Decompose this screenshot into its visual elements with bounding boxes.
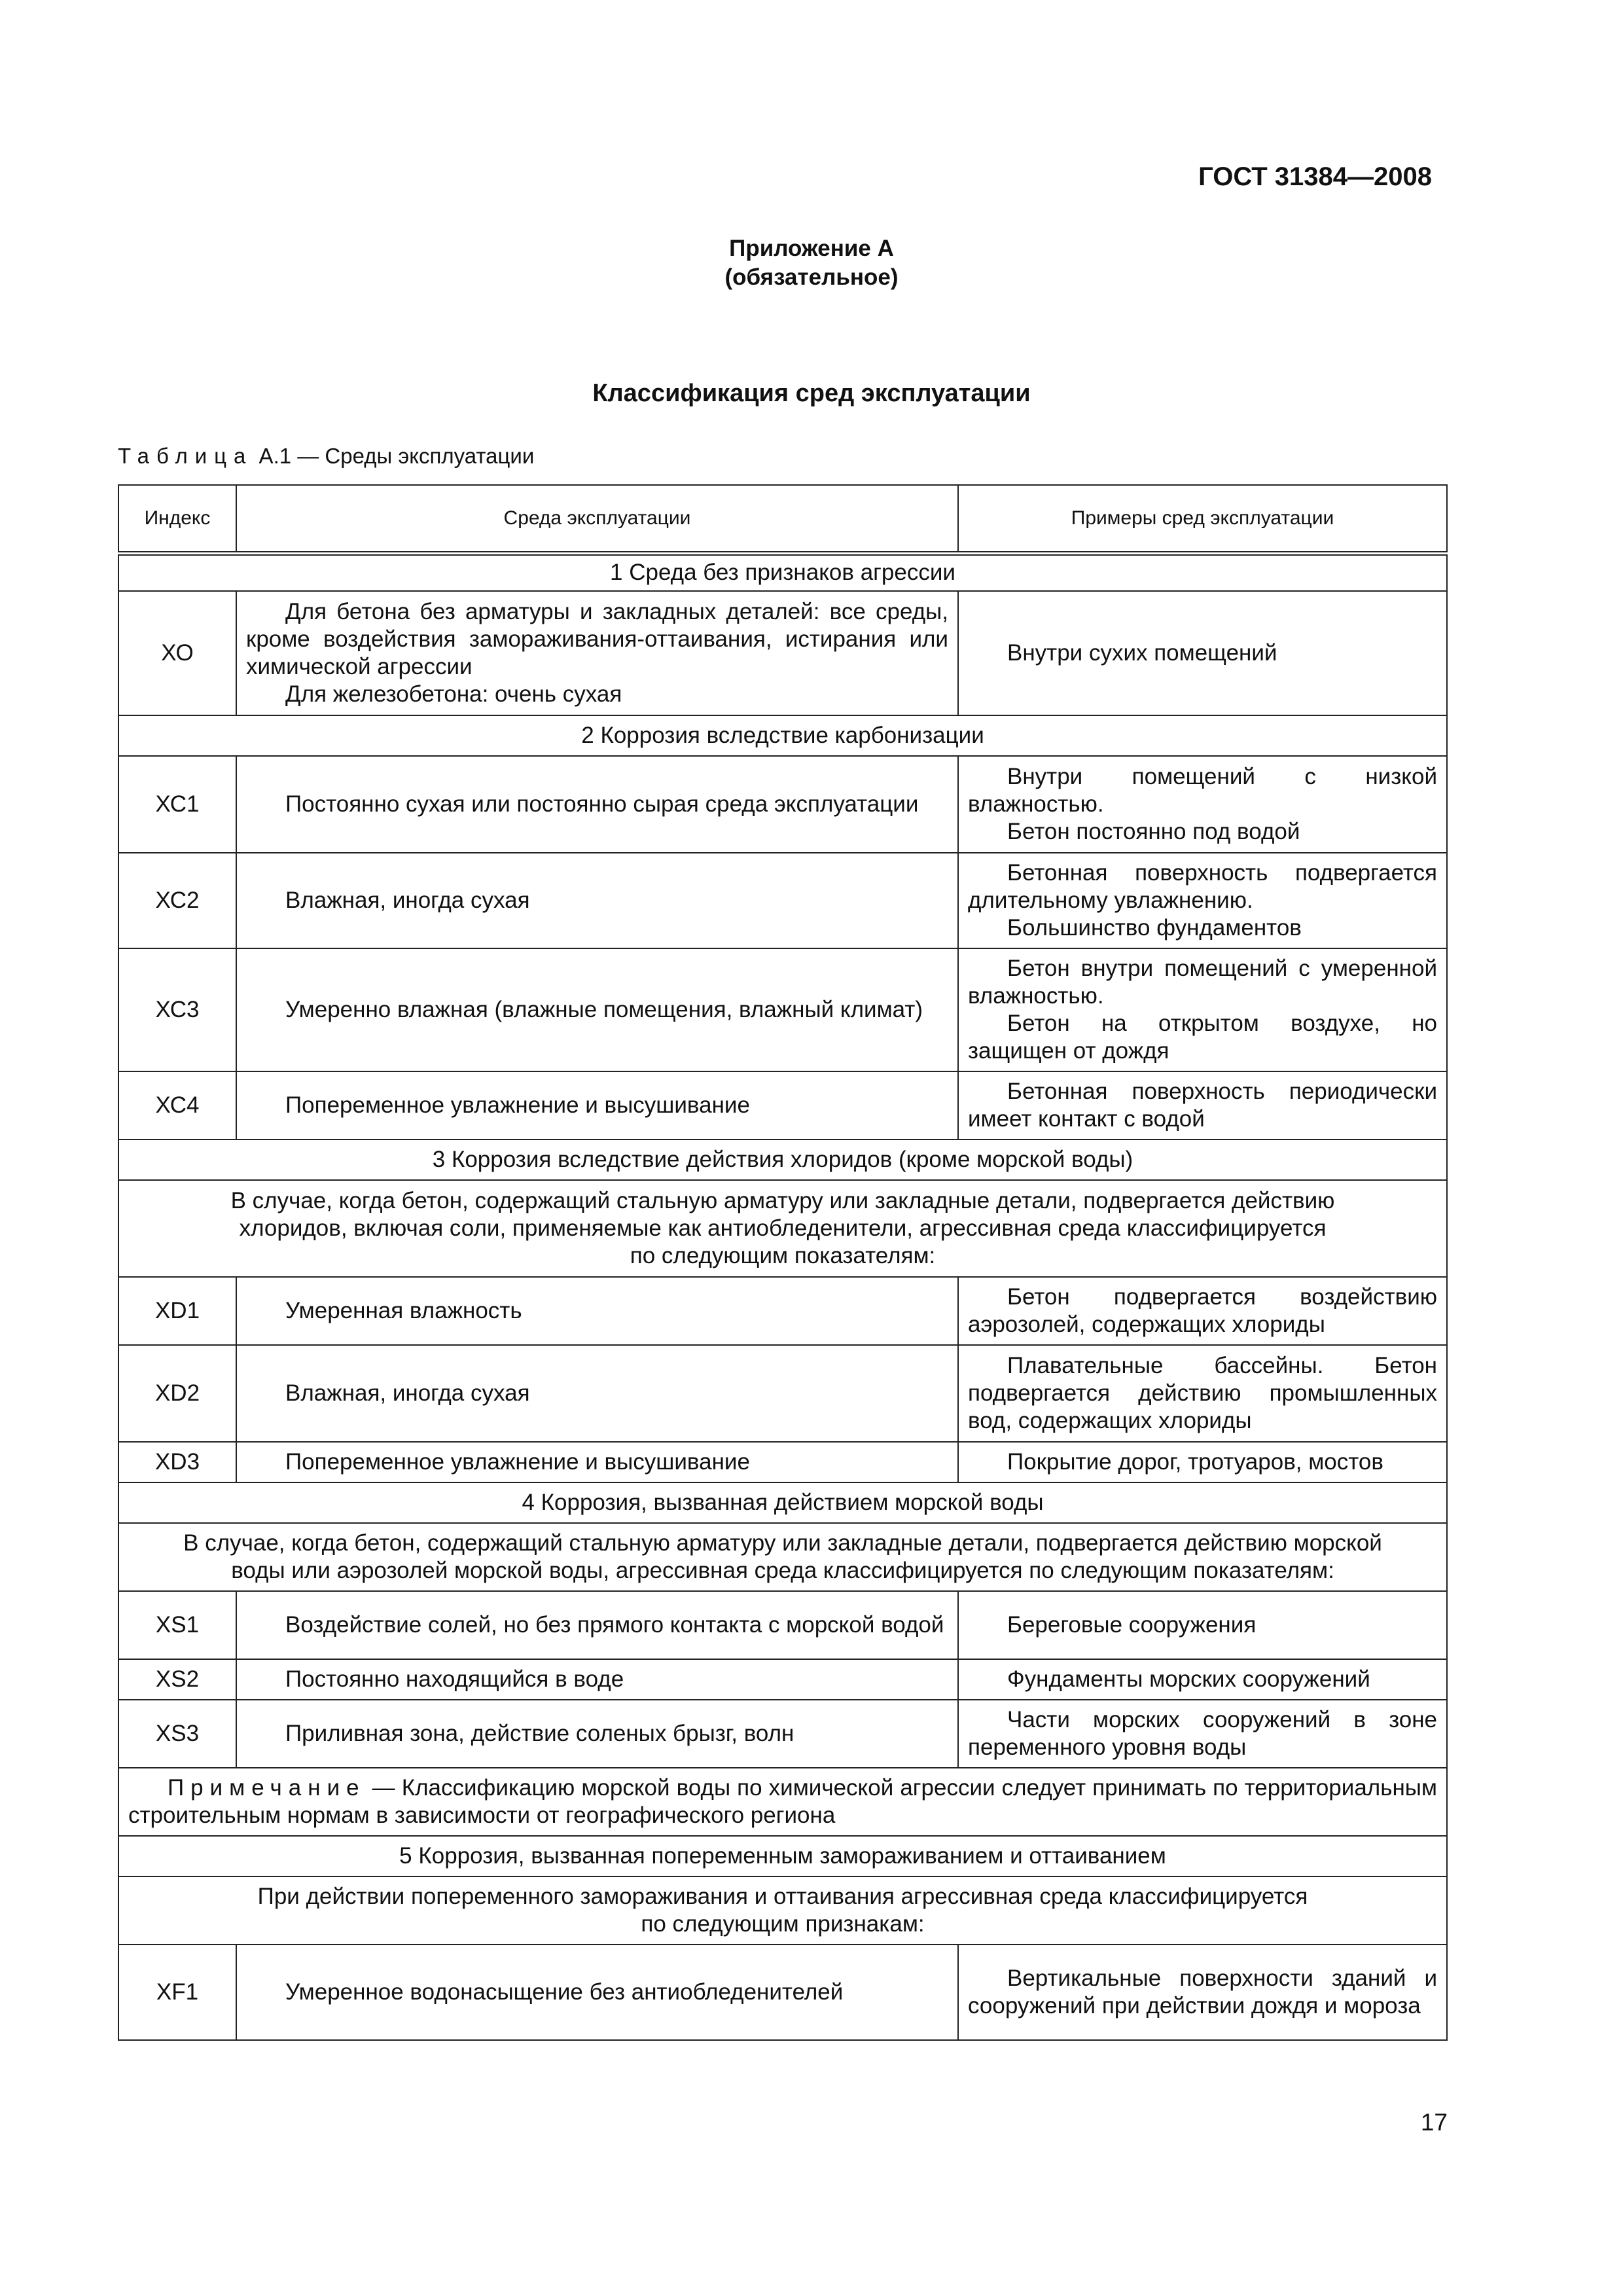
row-example-line: Бетон на открытом воздухе, но защищен от дождя (968, 1011, 1437, 1064)
row-example (958, 756, 1447, 853)
table-row (118, 1659, 1447, 1700)
group-title: 4 Коррозия, вызванная действием морской воды (118, 1482, 1447, 1523)
row-example: Части морских сооружений в зоне переменного уровня воды (958, 1700, 1447, 1768)
table-row (118, 756, 1447, 853)
row-index: ХС1 (118, 756, 236, 853)
remark (118, 1768, 1447, 1836)
table-row (118, 1700, 1447, 1768)
row-index: ХD3 (118, 1442, 236, 1482)
table-row (118, 1345, 1447, 1442)
row-environment: Приливная зона, действие соленых брызг, волн (236, 1700, 958, 1768)
row-example-line: Бетон внутри помещений с умеренной влажностью. (968, 956, 1437, 1009)
group-note-line: по следующим показателям: (630, 1243, 936, 1268)
row-environment: Постоянно сухая или постоянно сырая среда эксплуатации (236, 756, 958, 853)
group-note (118, 1180, 1447, 1277)
row-example: Плавательные бассейны. Бетон подвергается действию промышленных вод, содержащих хлориды (958, 1345, 1447, 1442)
group-title: 3 Коррозия вследствие действия хлоридов (кроме морской воды) (118, 1139, 1447, 1180)
row-index: ХС3 (118, 948, 236, 1071)
row-environment-line: Для бетона без арматуры и закладных деталей: все среды, кроме воздействия замораживания-оттаивания, истирания или химической агрессии (246, 599, 948, 679)
row-environment: Умеренно влажная (влажные помещения, влажный климат) (236, 948, 958, 1071)
document-code: ГОСТ 31384—2008 (1198, 162, 1432, 191)
table-caption (118, 444, 534, 469)
row-example: Вертикальные поверхности зданий и сооружений при действии дождя и мороза (958, 1945, 1447, 2040)
row-example: Береговые сооружения (958, 1591, 1447, 1659)
group-row (118, 715, 1447, 756)
appendix-title: Приложение А (729, 236, 894, 261)
group-note (118, 1523, 1447, 1591)
row-environment: Воздействие солей, но без прямого контакта с морской водой (236, 1591, 958, 1659)
row-index: ХО (118, 591, 236, 715)
row-example-line: Большинство фундаментов (1007, 915, 1302, 941)
group-note (118, 1876, 1447, 1945)
row-example: Внутри сухих помещений (958, 591, 1447, 715)
group-note-row (118, 1523, 1447, 1591)
group-note-line: воды или аэрозолей морской воды, агрессивная среда классифицируется по следующим показателям: (231, 1558, 1334, 1583)
row-environment: Умеренное водонасыщение без антиобледенителей (236, 1945, 958, 2040)
row-index: XS2 (118, 1659, 236, 1700)
table-header-row (118, 485, 1447, 553)
row-example (958, 948, 1447, 1071)
row-environment: Влажная, иногда сухая (236, 1345, 958, 1442)
row-example: Фундаменты морских сооружений (958, 1659, 1447, 1700)
row-environment (236, 591, 958, 715)
group-row (118, 1836, 1447, 1876)
group-note-row (118, 1180, 1447, 1277)
row-example: Бетон подвергается воздействию аэрозолей, содержащих хлориды (958, 1277, 1447, 1345)
row-example-line: Бетонная поверхность подвергается длительному увлажнению. (968, 860, 1437, 913)
row-environment: Попеременное увлажнение и высушивание (236, 1442, 958, 1482)
remark-word: Примечание (168, 1775, 366, 1801)
group-title: 1 Среда без признаков агрессии (118, 553, 1447, 591)
table-row (118, 1442, 1447, 1482)
page-number: 17 (1420, 2109, 1448, 2136)
table-row (118, 1071, 1447, 1139)
group-note-line: В случае, когда бетон, содержащий стальную арматуру или закладные детали, подвергается действию морской (183, 1530, 1382, 1556)
group-note-row (118, 1876, 1447, 1945)
header-environment: Среда эксплуатации (236, 485, 958, 553)
group-row (118, 553, 1447, 591)
row-example: Бетонная поверхность периодически имеет контакт с водой (958, 1071, 1447, 1139)
group-note-line: хлоридов, включая соли, применяемые как антиобледенители, агрессивная среда классифицируется (239, 1215, 1327, 1241)
table-row (118, 1277, 1447, 1345)
group-note-line: по следующим признакам: (641, 1911, 925, 1937)
row-example (958, 853, 1447, 948)
section-title: Классификация сред эксплуатации (592, 380, 1031, 407)
row-environment: Умеренная влажность (236, 1277, 958, 1345)
row-index: XS3 (118, 1700, 236, 1768)
table-row (118, 1591, 1447, 1659)
table-caption-word: Таблица (118, 444, 253, 468)
remark-row (118, 1768, 1447, 1836)
row-environment: Попеременное увлажнение и высушивание (236, 1071, 958, 1139)
group-note-line: При действии попеременного замораживания и оттаивания агрессивная среда классифицируется (257, 1884, 1308, 1909)
row-environment-line: Для железобетона: очень сухая (285, 681, 622, 707)
row-index: XF1 (118, 1945, 236, 2040)
table-row (118, 853, 1447, 948)
group-row (118, 1139, 1447, 1180)
row-index: ХD2 (118, 1345, 236, 1442)
row-environment: Постоянно находящийся в воде (236, 1659, 958, 1700)
row-example-line: Бетон постоянно под водой (1007, 819, 1300, 844)
header-examples: Примеры сред эксплуатации (958, 485, 1447, 553)
remark-text: — Классификацию морской воды по химической агрессии следует принимать по территориальным строительным нормам в зависимости от географического региона (128, 1775, 1437, 1828)
group-title: 2 Коррозия вследствие карбонизации (118, 715, 1447, 756)
group-row (118, 1482, 1447, 1523)
group-note-line: В случае, когда бетон, содержащий стальную арматуру или закладные детали, подвергается действию (230, 1188, 1335, 1213)
environments-table (118, 484, 1448, 2041)
row-example-line: Внутри помещений с низкой влажностью. (968, 764, 1437, 817)
row-index: ХС4 (118, 1071, 236, 1139)
appendix-status: (обязательное) (724, 264, 899, 290)
row-example: Покрытие дорог, тротуаров, мостов (958, 1442, 1447, 1482)
table-row (118, 948, 1447, 1071)
row-index: XS1 (118, 1591, 236, 1659)
group-title: 5 Коррозия, вызванная попеременным замораживанием и оттаиванием (118, 1836, 1447, 1876)
table-caption-text: А.1 — Среды эксплуатации (253, 444, 535, 468)
row-environment: Влажная, иногда сухая (236, 853, 958, 948)
table-row (118, 1945, 1447, 2040)
row-index: ХD1 (118, 1277, 236, 1345)
row-index: ХС2 (118, 853, 236, 948)
table-row (118, 591, 1447, 715)
header-index: Индекс (118, 485, 236, 553)
